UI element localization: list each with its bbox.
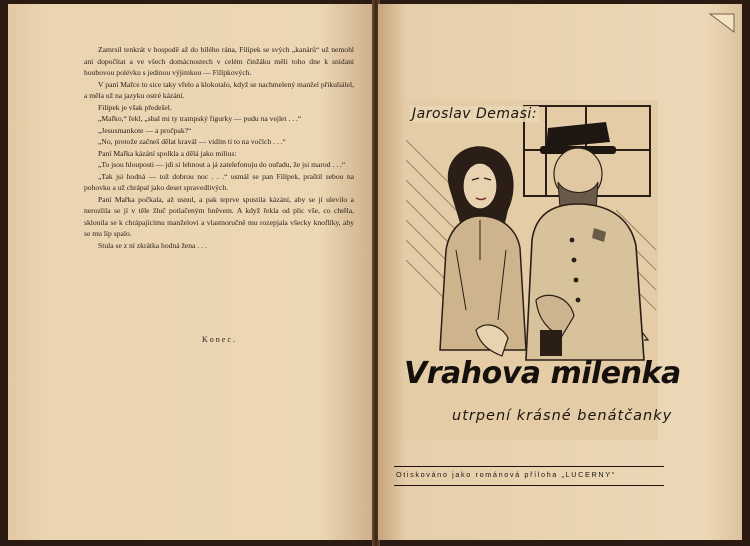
novel-subtitle: utrpení krásné benátčanky (452, 408, 673, 424)
paragraph: „No, protože začneš dělat kravál — vidím ti to na vočích . . .“ (98, 137, 286, 146)
paragraph: „Mařko,“ řekl, „sbal mi ty trampský figurky — pudu na vejlet . . .“ (98, 114, 302, 123)
paragraph: Paní Mařka počkala, až usnul, a pak teprve spustila kázání, aby se jí ulevilo a nerozlila se jí v těle žluč potlačeným hněvem. A když řekla od plic vše, co chtěla, sklonila se k chrápajícímu manželovi a vlastnoručně mu rozepjala všecky knoflíky, aby se mu líp spalo. (84, 194, 354, 238)
paragraph: Stula se z ní zkrátka hodná žena . . . (98, 240, 207, 250)
paragraph: „Jesusmankote — a pročpak?“ (98, 125, 192, 135)
paragraph: „To jsou hlouposti — jdi si lehnout a já zatelefonuju do ouřadu, že jsi marod . . .“ (98, 160, 346, 169)
story-text (84, 44, 354, 251)
paragraph: V paní Mařce to sice taky vřelo a klokotalo, když se nachmelený manžel přikuliálel, a měla už na jazyku ostré kázání. (84, 79, 354, 100)
folded-corner (708, 12, 736, 34)
paragraph: Zamrsil tenkrát v hospodě až do bílého rána, Filípek se svých „kanárů“ už nemohl ani dopočítat a ve všech domácnostech v celém činžáku měli toho dne k snídani houbovou polévku s jedinou výjimkou — Filípkových. (84, 45, 354, 77)
author-name: Jaroslav Demasi: (412, 106, 538, 122)
paragraph: „Tak jsi hodná — tož dobrou noc . . .“ usmál se pan Filípek, praštil sebou na pohovku a už chrápal jako deset spravedlivých. (84, 171, 354, 192)
divider-top (394, 466, 664, 467)
novel-title: Vrahova milenka (404, 356, 681, 391)
paragraph: Filípek je však předešel. (98, 102, 172, 112)
ending-mark: Konec. (202, 335, 237, 344)
publication-note: Otiskováno jako románová příloha „LUCERNY“ (396, 470, 616, 479)
divider-bottom (394, 485, 664, 486)
paragraph: Paní Mařka kázání spolkla a dělá jako milius: (98, 148, 237, 158)
